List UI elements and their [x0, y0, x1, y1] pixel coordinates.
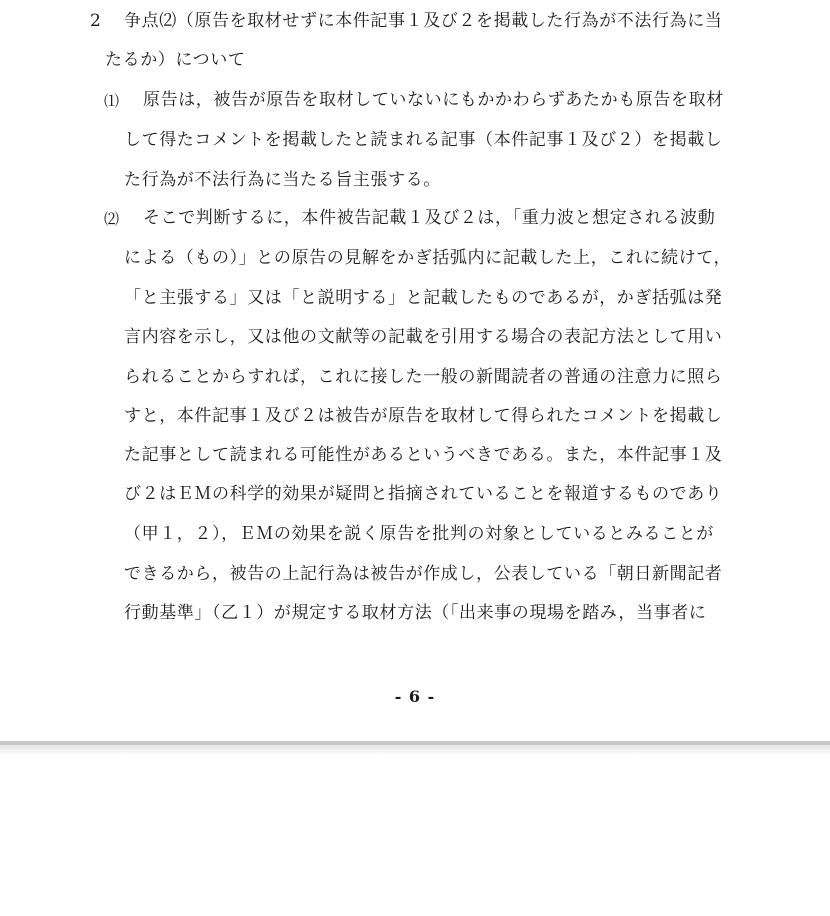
item-2-line: 「と主張する」又は「と説明する」と記載したものであるが，かぎ括弧は発 — [124, 288, 723, 308]
item-2-line: 行動基準」（乙１）が規定する取材方法（「出来事の現場を踏み，当事者に — [124, 603, 707, 623]
item-2-line: そこで判断するに，本件被告記載１及び２は，「重力波と想定される波動 — [143, 208, 716, 228]
page-number: - 6 - — [394, 687, 436, 706]
item-2-line: による（もの）」との原告の見解をかぎ括弧内に記載した上，これに続けて， — [124, 248, 732, 268]
item-2-line: 言内容を示し，又は他の文献等の記載を引用する場合の表記方法として用い — [124, 327, 723, 347]
item-2-line: び２はＥＭの科学的効果が疑問と指摘されていることを報道するものであり — [124, 484, 723, 504]
viewer-background — [0, 755, 830, 916]
section-title-line-2: たるか）について — [105, 50, 246, 70]
section-title-line-1: 争点⑵（原告を取材せずに本件記事１及び２を掲載した行為が不法行為に当 — [124, 11, 723, 31]
page-shadow — [0, 745, 830, 755]
item-1-line: た行為が不法行為に当たる旨主張する。 — [124, 170, 441, 190]
item-2-line: できるから，被告の上記行為は被告が作成し，公表している「朝日新聞記者 — [124, 564, 723, 584]
item-1-line: 原告は，被告が原告を取材していないにもかかわらずあたかも原告を取材 — [143, 90, 724, 110]
item-2-line: られることからすれば，これに接した一般の新聞読者の普通の注意力に照ら — [124, 367, 723, 387]
section-number: 2 — [90, 11, 102, 31]
item-2-line: すと，本件記事１及び２は被告が原告を取材して得られたコメントを掲載し — [124, 406, 723, 426]
item-1-line: して得たコメントを掲載したと読まれる記事（本件記事１及び２）を掲載し — [124, 130, 723, 150]
item-2-line: （甲１，２），ＥＭの効果を説く原告を批判の対象としているとみることが — [124, 524, 714, 544]
item-2-number: ⑵ — [104, 210, 120, 228]
item-1-number: ⑴ — [104, 92, 120, 110]
item-2-line: た記事として読まれる可能性があるというべきである。また，本件記事１及 — [124, 445, 723, 465]
